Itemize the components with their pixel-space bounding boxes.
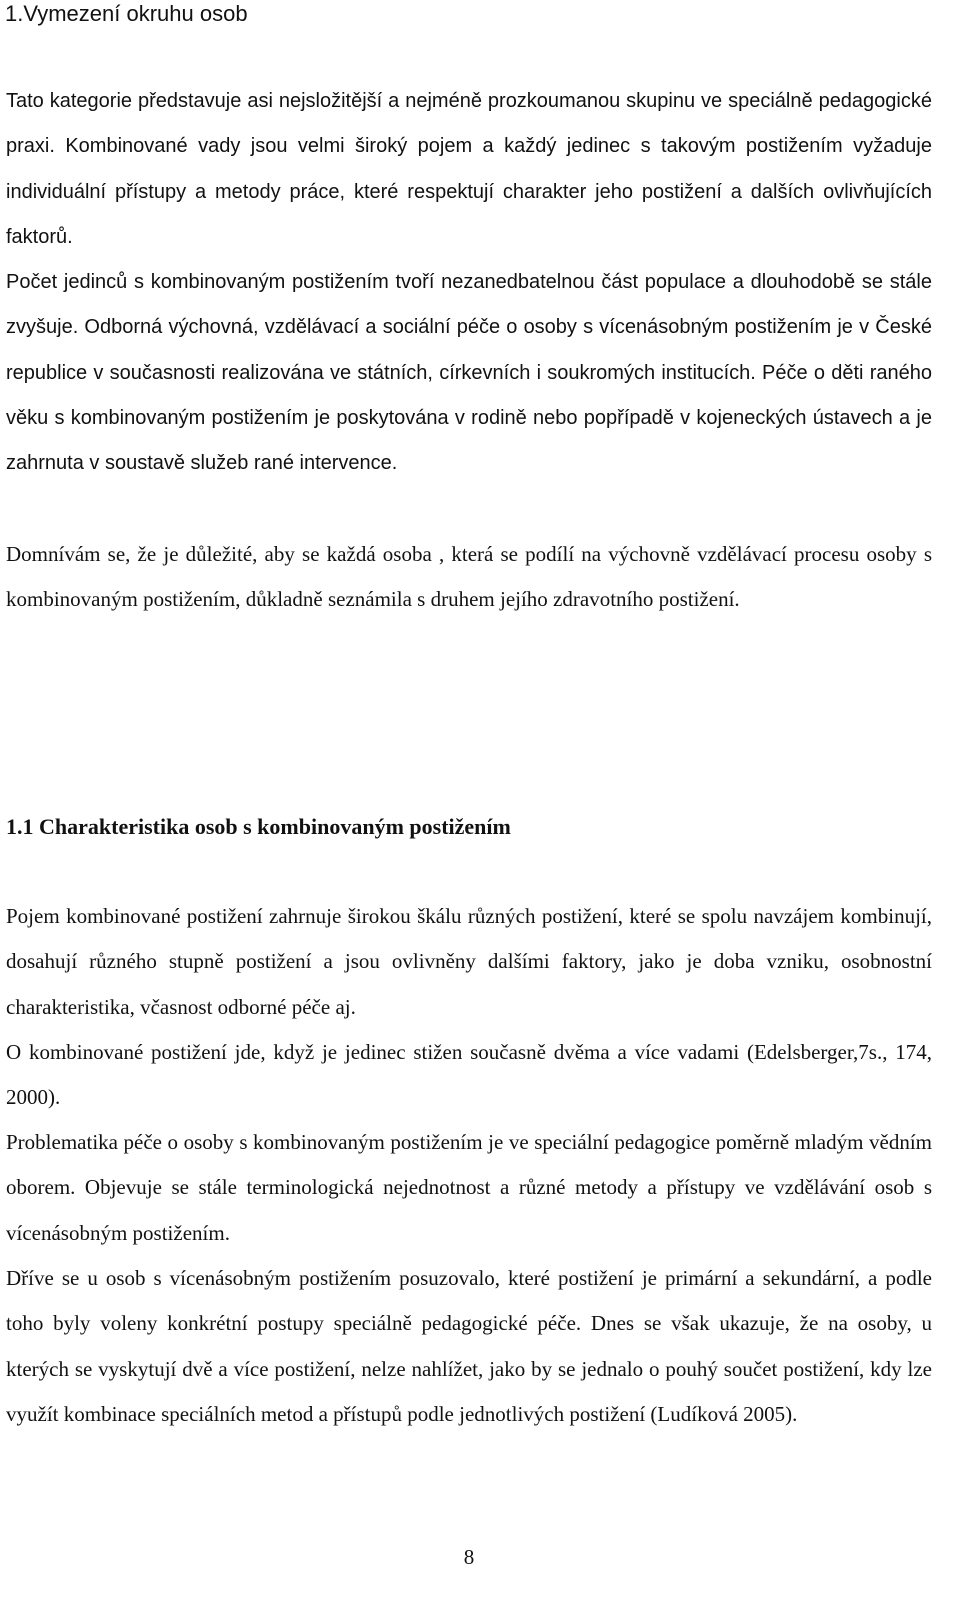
page-number: 8: [463, 1545, 475, 1569]
paragraph-1-2: Počet jedinců s kombinovaným postižením tvoří nezanedbatelnou část populace a dlouhodobě se stále zvyšuje. Odborná výchovná, vzdělávací a sociální péče o osoby s vícenásobným postižením je v České republice v současnosti realizována ve státních, církevních i soukromých institucích. Péče o děti raného věku s kombinovaným postižením je poskytována v rodině nebo popřípadě v kojeneckých ústavech a je zahrnuta v soustavě služeb rané intervence.: [6, 271, 932, 475]
paragraph-2-3: Problematika péče o osoby s kombinovaným postižením je ve speciální pedagogice poměrně mladým vědním oborem. Objevuje se stále terminologická nejednotnost a různé metody a přístupy ve vzdělávání osob s vícenásobným postižením.: [6, 1130, 932, 1245]
paragraph-2-4: Dříve se u osob s vícenásobným postižením posuzovalo, které postižení je primární a sekundární, a podle toho byly voleny konkrétní postupy speciálně pedagogické péče. Dnes se však ukazuje, že na osoby, u kterých se vyskytují dvě a více postižení, nelze nahlížet, jako by se jednalo o pouhý součet postižení, kdy lze využít kombinace speciálních metod a přístupů podle jednotlivých postižení (Ludíková 2005).: [6, 1266, 932, 1426]
paragraph-1-1: Tato kategorie představuje asi nejsložitější a nejméně prozkoumanou skupinu ve speciálně pedagogické praxi. Kombinované vady jsou velmi široký pojem a každý jedinec s takovým postižením vyžaduje individuální přístupy a metody práce, které respektují charakter jeho postižení a dalších ovlivňujících faktorů.: [6, 90, 932, 248]
paragraph-2-1: Pojem kombinované postižení zahrnuje širokou škálu různých postižení, které se spolu navzájem kombinují, dosahují různého stupně postižení a jsou ovlivněny dalšími faktory, jako je doba vzniku, osobnostní charakteristika, včasnost odborné péče aj.: [6, 904, 932, 1019]
section-heading-1-1: 1.1 Charakteristika osob s kombinovaným postižením: [6, 814, 511, 839]
paragraph-1-3: Domnívám se, že je důležité, aby se každá osoba , která se podílí na výchovně vzdělávací procesu osoby s kombinovaným postižením, důkladně seznámila s druhem jejího zdravotního postižení.: [6, 542, 932, 612]
paragraph-2-2: O kombinované postižení jde, když je jedinec stižen současně dvěma a více vadami (Edelsberger,7s., 174, 2000).: [6, 1040, 932, 1110]
section-heading-1: 1.Vymezení okruhu osob: [5, 1, 248, 26]
